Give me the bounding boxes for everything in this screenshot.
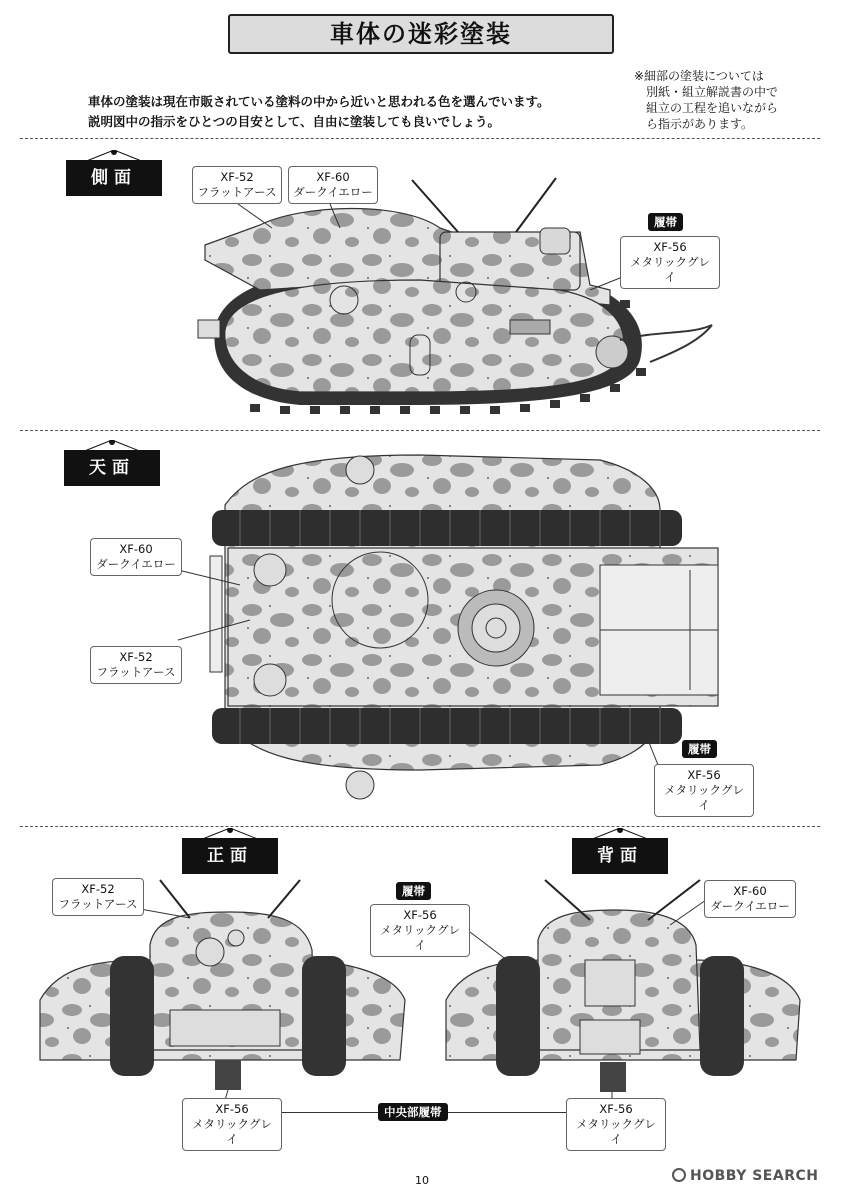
top-tag-label: 天面	[64, 450, 160, 486]
callout-color-name: メタリックグレイ	[575, 1117, 657, 1146]
front-callout-xf56-center	[182, 1098, 282, 1151]
side-track-label: 履帯	[648, 213, 683, 231]
side-callout-xf60	[288, 166, 378, 204]
center-track-label: 中央部履帯	[378, 1103, 448, 1121]
top-callout-xf60	[90, 538, 182, 576]
callout-color-name: フラットアース	[58, 897, 138, 911]
front-callout-xf52	[52, 878, 144, 916]
callout-code: XF-52	[119, 650, 153, 664]
front-tag	[182, 828, 278, 874]
callout-code: XF-52	[81, 882, 115, 896]
note-line-1: ※細部の塗装については	[634, 69, 764, 83]
watermark-logo-icon	[672, 1168, 686, 1182]
page-title: 車体の迷彩塗装	[228, 14, 614, 54]
callout-code: XF-56	[215, 1102, 249, 1116]
callout-code: XF-56	[687, 768, 721, 782]
callout-code: XF-60	[119, 542, 153, 556]
rear-tag	[572, 828, 668, 874]
rear-callout-xf56-center	[566, 1098, 666, 1151]
intro-line-2: 説明図中の指示をひとつの目安として、自由に塗装しても良いでしょう。	[88, 114, 501, 129]
callout-color-name: メタリックグレイ	[379, 923, 461, 952]
callout-color-name: メタリックグレイ	[663, 783, 745, 812]
callout-code: XF-56	[599, 1102, 633, 1116]
front-tag-label: 正面	[182, 838, 278, 874]
top-tag	[64, 440, 160, 486]
note-line-4: ら指示があります。	[646, 117, 754, 131]
callout-code: XF-60	[316, 170, 350, 184]
side-view	[198, 178, 712, 414]
note-line-3: 組立の工程を追いながら	[646, 101, 779, 115]
callout-color-name: ダークイエロー	[293, 185, 373, 199]
callout-color-name: フラットアース	[96, 665, 176, 679]
callout-color-name: メタリックグレイ	[629, 255, 711, 284]
rear-tag-label: 背面	[572, 838, 668, 874]
callout-code: XF-56	[403, 908, 437, 922]
watermark	[672, 1168, 818, 1184]
rear-callout-xf60	[704, 880, 796, 918]
top-callout-xf52	[90, 646, 182, 684]
side-callout-xf56	[620, 236, 720, 289]
side-callout-xf52	[192, 166, 282, 204]
callout-color-name: ダークイエロー	[96, 557, 176, 571]
top-view	[210, 455, 718, 799]
top-track-label: 履帯	[682, 740, 717, 758]
front-callout-xf56-track	[370, 904, 470, 957]
watermark-text: HOBBY SEARCH	[690, 1168, 819, 1184]
callout-color-name: フラットアース	[197, 185, 277, 199]
callout-code: XF-60	[733, 884, 767, 898]
side-tag-label: 側面	[66, 160, 162, 196]
callout-code: XF-56	[653, 240, 687, 254]
page-number: 10	[415, 1174, 429, 1187]
callout-color-name: メタリックグレイ	[191, 1117, 273, 1146]
callout-code: XF-52	[220, 170, 254, 184]
intro-line-1: 車体の塗装は現在市販されている塗料の中から近いと思われる色を選んでいます。	[88, 94, 550, 109]
callout-color-name: ダークイエロー	[710, 899, 790, 913]
front-track-label: 履帯	[396, 882, 431, 900]
note-line-2: 別紙・組立解説書の中で	[646, 85, 779, 99]
side-tag	[66, 150, 162, 196]
top-callout-xf56	[654, 764, 754, 817]
